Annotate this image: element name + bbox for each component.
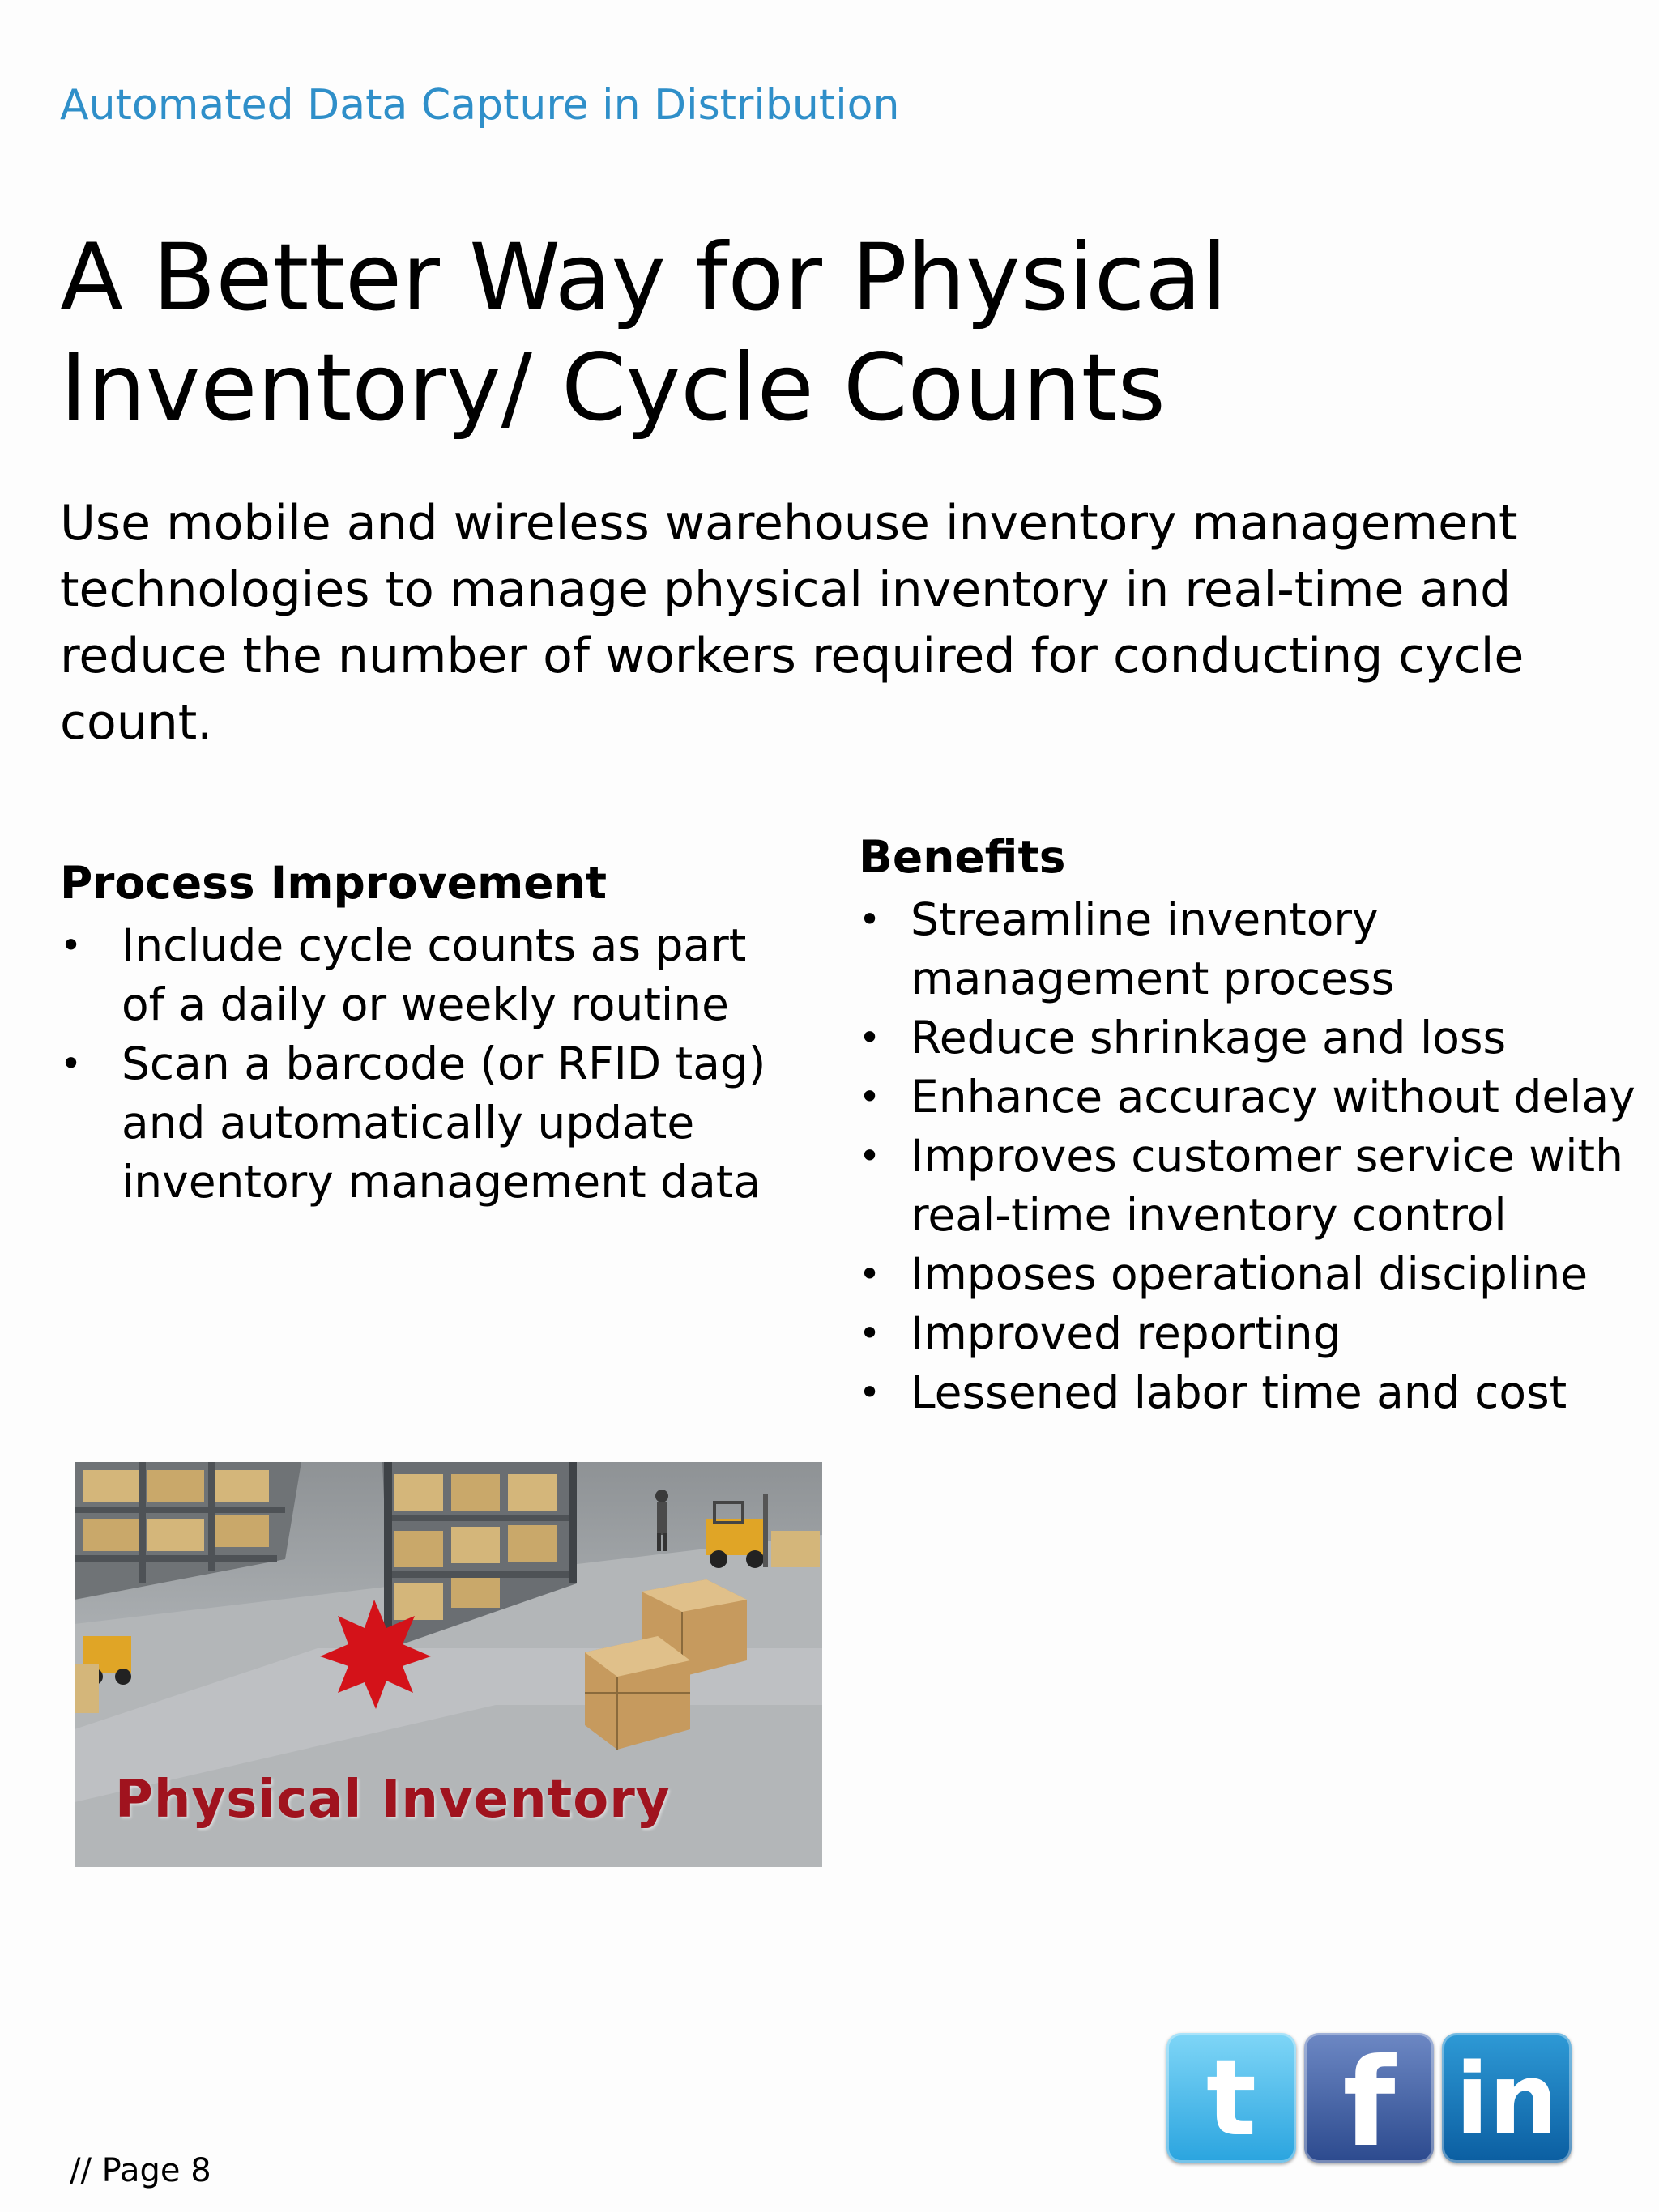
list-item: • Reduce shrinkage and loss [859,1008,1636,1068]
page-title-line-1: A Better Way for Physical [60,224,1227,331]
facebook-icon[interactable]: f [1304,2033,1434,2163]
linkedin-icon[interactable]: in [1442,2033,1572,2163]
document-header: Automated Data Capture in Distribution [60,81,900,130]
benefits-section [859,829,1636,1422]
page-title [60,223,1518,443]
warehouse-illustration [75,1462,822,1867]
list-item: • Include cycle counts as part of a daily or weekly routine [60,916,773,1034]
process-improvement-section [60,855,773,1212]
page-title-line-2: Inventory/ Cycle Counts [60,334,1166,441]
process-improvement-list [60,916,773,1212]
twitter-icon[interactable]: t [1166,2033,1296,2163]
social-links [1166,2033,1576,2174]
benefits-heading: Benefits [859,831,1066,883]
list-item: • Imposes operational discipline [859,1245,1636,1304]
forklift-right [706,1494,820,1568]
page-number: // Page 8 [70,2152,211,2189]
list-item: • Scan a barcode (or RFID tag) and automatically update inventory management data [60,1034,773,1212]
shelf-rack-left [75,1462,301,1600]
list-item: • Enhance accuracy without delay [859,1068,1636,1127]
benefits-list [859,890,1636,1422]
intro-paragraph: Use mobile and wireless warehouse inventory management technologies to manage physical inventory in real-time and reduce the number of workers required for conducting cycle count. [60,495,1525,751]
list-item: • Improved reporting [859,1304,1636,1363]
list-item: • Streamline inventory management process [859,890,1636,1008]
list-item: • Improves customer service with real-time inventory control [859,1127,1636,1245]
list-item: • Lessened labor time and cost [859,1363,1636,1422]
worker-figure [655,1490,668,1551]
process-improvement-heading: Process Improvement [60,857,608,909]
image-caption: Physical Inventory [115,1770,671,1830]
